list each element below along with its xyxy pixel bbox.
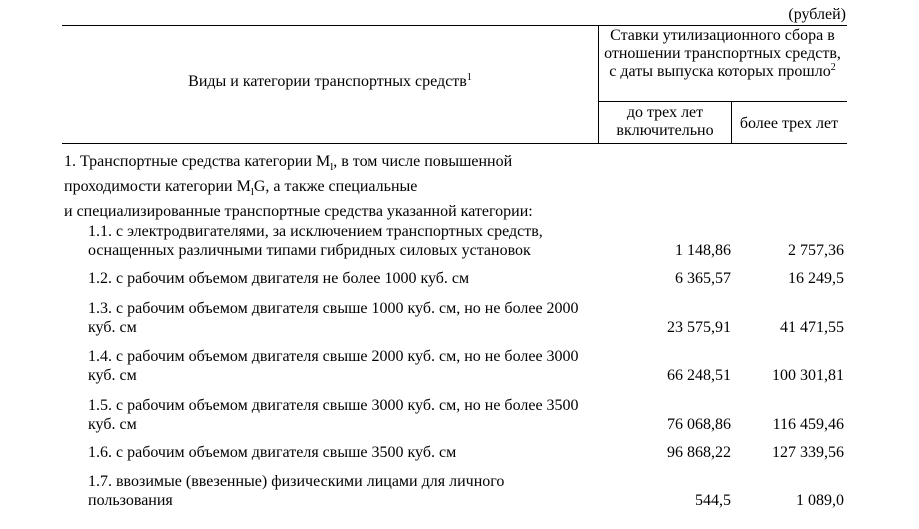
table-cell-over-3: 2 757,36: [788, 242, 844, 259]
category-heading: 1. Транспортные средства категории $M_l$, в том числе повышенной проходимости категории $M_lG$, а также специальные и специализированные транспортные средства указанной категории:: [64, 153, 533, 221]
column-header-up-to-3-years: до трех лет включительно: [616, 104, 714, 139]
table-row-text: 1.7. ввозимые (ввезенные) физическими лицами для личного пользования: [88, 473, 505, 509]
table-cell-up-to-3: 96 868,22: [667, 444, 731, 461]
table-cell-up-to-3: 66 248,51: [667, 367, 731, 384]
table-row-text: 1.2. с рабочим объемом двигателя не более 1000 куб. см: [88, 270, 470, 287]
table-row-text: 1.3. с рабочим объемом двигателя свыше 1000 куб. см, но не более 2000 куб. см: [88, 300, 579, 336]
subheader-rule: [599, 101, 847, 102]
table-row-text: 1.4. с рабочим объемом двигателя свыше 2000 куб. см, но не более 3000 куб. см: [88, 348, 579, 384]
table-cell-up-to-3: 23 575,91: [667, 319, 731, 336]
header-top-rule: [62, 25, 847, 26]
table-row-text: 1.1. с электродвигателями, за исключением транспортных средств, оснащенных различными типами гибридных силовых установок: [88, 223, 543, 259]
table-cell-over-3: 127 339,56: [772, 444, 844, 461]
table-cell-up-to-3: 76 068,86: [667, 416, 731, 433]
column-header-over-3-years: более трех лет: [739, 115, 839, 132]
units-label: (рублей): [788, 6, 846, 23]
table-cell-over-3: 41 471,55: [780, 319, 844, 336]
table-cell-over-3: 16 249,5: [788, 270, 844, 287]
header-bottom-rule: [62, 143, 847, 144]
table-cell-over-3: 100 301,81: [772, 367, 844, 384]
column-header-vehicle-types: Виды и категории транспортных средств$^1$: [188, 72, 472, 90]
table-cell-up-to-3: 544,5: [695, 492, 731, 509]
table-cell-up-to-3: 1 148,86: [675, 242, 731, 259]
table-row-text: 1.6. с рабочим объемом двигателя свыше 3500 куб. см: [88, 444, 457, 461]
table-row-text: 1.5. с рабочим объемом двигателя свыше 3000 куб. см, но не более 3500 куб. см: [88, 397, 579, 433]
table-cell-over-3: 1 089,0: [796, 492, 844, 509]
column-header-rates: Ставки утилизационного сбора в отношении транспортных средств, с даты выпуска которых прошло$^2$: [604, 27, 841, 80]
table-cell-over-3: 116 459,46: [772, 416, 844, 433]
table-cell-up-to-3: 6 365,57: [675, 270, 731, 287]
